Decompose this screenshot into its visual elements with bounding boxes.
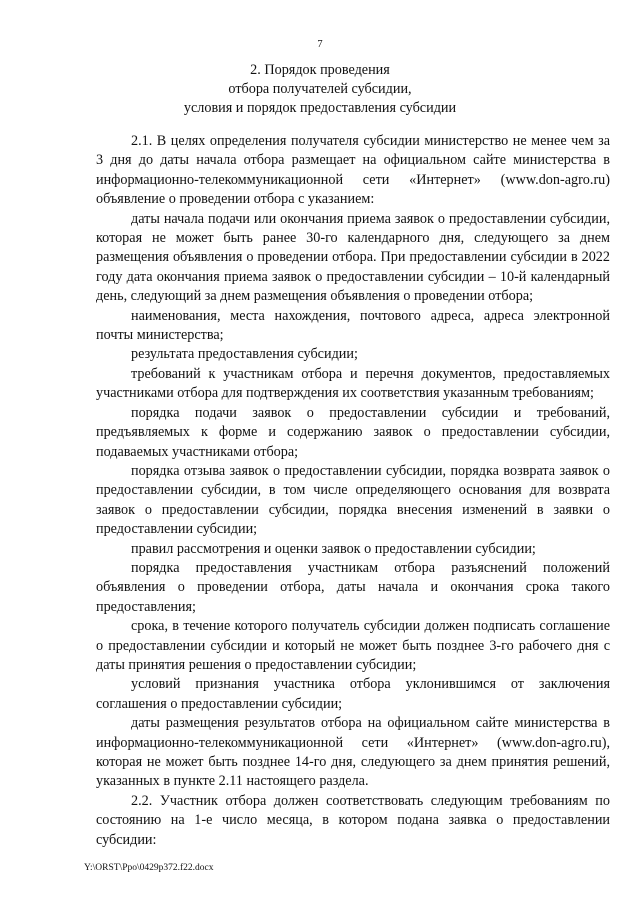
paragraph-item-ministry-contacts: наименования, места нахождения, почтового адреса, адреса электронной почты министерства; <box>96 307 610 344</box>
paragraph-item-requirements: требований к участникам отбора и перечня документов, предоставляемых участниками отбора для подтверждения их соответствия указанным требованиям; <box>96 365 610 402</box>
document-body <box>96 132 610 850</box>
paragraph-item-agreement-term: срока, в течение которого получатель субсидии должен подписать соглашение о предоставлении субсидии и который не может быть позднее 3-го рабочего дня с даты принятия решения о предоставлении субсидии; <box>96 618 610 673</box>
paragraph-item-withdrawal-order: порядка отзыва заявок о предоставлении субсидии, порядка возврата заявок о предоставлении субсидии, в том числе определяющего основания для возврата заявок о предоставлении субсидии, порядка внесения изменений в заявки о предоставлении субсидии; <box>96 462 610 538</box>
paragraph-item-clarifications: порядка предоставления участникам отбора разъяснений положений объявления о проведении отбора, даты начала и окончания срока такого предоставления; <box>96 559 610 615</box>
heading-line-1: 2. Порядок проведения <box>250 62 390 78</box>
paragraph-item-results-publication: даты размещения результатов отбора на официальном сайте министерства в информационно-телекоммуникационной сети «Интернет» (www.don-agro.ru), которая не может быть позднее 14-го дня, следующего за днем принятия решений, указанных в пункте 2.11 настоящего раздела. <box>96 715 610 790</box>
file-path-footer: Y:\ORST\Ppo\0429p372.f22.docx <box>84 863 214 873</box>
paragraph-2-1: 2.1. В целях определения получателя субсидии министерство не менее чем за 3 дня до даты начала отбора размещает на официальном сайте министерства в информационно-телекоммуникационной сети «Интернет» (www.don-agro.ru) объявление о проведении отбора с указанием: <box>96 133 610 208</box>
page-number: 7 <box>317 39 323 50</box>
paragraph-item-review-rules: правил рассмотрения и оценки заявок о предоставлении субсидии; <box>131 540 536 557</box>
section-heading <box>0 61 640 118</box>
paragraph-item-result: результата предоставления субсидии; <box>131 346 358 363</box>
paragraph-item-dates: даты начала подачи или окончания приема заявок о предоставлении субсидии, которая не может быть ранее 30-го календарного дня, следующего за днем размещения объявления о проведении отбора. При предоставлении субсидии в 2022 году дата окончания приема заявок о предоставлении субсидии – 10-й календарный день, следующий за днем размещения объявления о проведении отбора; <box>96 210 610 305</box>
heading-line-2: отбора получателей субсидии, <box>228 81 412 97</box>
paragraph-2-2: 2.2. Участник отбора должен соответствовать следующим требованиям по состоянию на 1-е число месяца, в котором подана заявка о предоставлении субсидии: <box>96 792 610 848</box>
paragraph-item-evasion-conditions: условий признания участника отбора уклонившимся от заключения соглашения о предоставлении субсидии; <box>96 676 610 712</box>
paragraph-item-submission-order: порядка подачи заявок о предоставлении субсидии и требований, предъявляемых к форме и содержанию заявок о предоставлении субсидии, подаваемых участниками отбора; <box>96 404 610 460</box>
heading-line-3: условия и порядок предоставления субсидии <box>183 100 457 116</box>
